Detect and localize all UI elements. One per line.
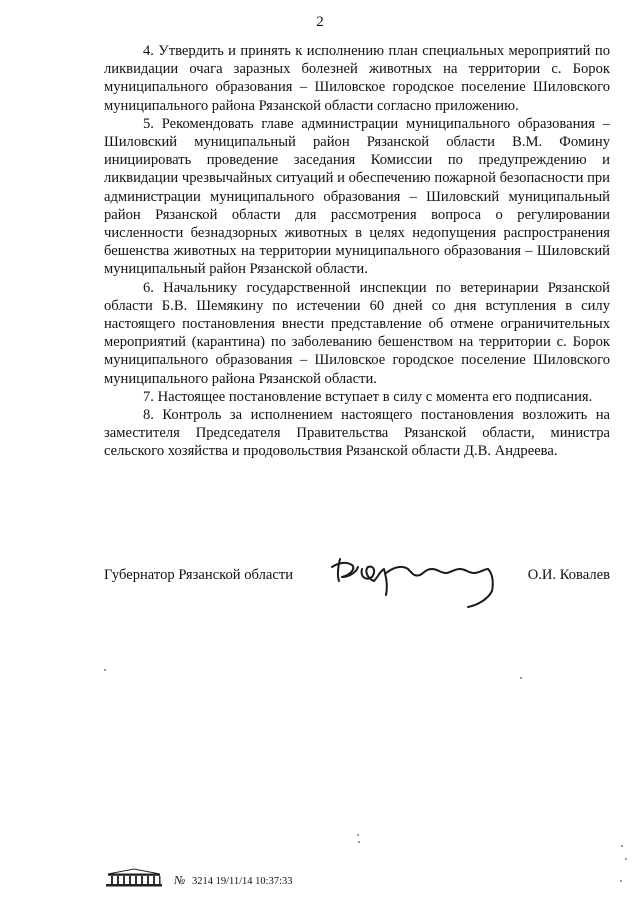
page-number: 2 bbox=[316, 14, 324, 30]
scan-speck bbox=[620, 880, 622, 882]
paragraph-text: Начальнику государственной инспекции по ветеринарии Рязанской области Б.В. Шемякину по истечении 60 дней со дня вступления в силу настоящего постановления внести представление об отмене ограничительных мероприятий (карантина) по заболеванию бешенством на территории с. Борок муниципального образования – Шиловское городское поселение Шиловского муниципального района Рязанской области. bbox=[104, 279, 610, 387]
scan-speck bbox=[104, 669, 106, 671]
paragraph-number: 6. bbox=[143, 279, 154, 296]
paragraph-text: Настоящее постановление вступает в силу с момента его подписания. bbox=[157, 388, 593, 405]
stamp-datetime: 19/11/14 10:37:33 bbox=[215, 876, 293, 887]
stamp-text bbox=[174, 873, 292, 888]
paragraph-number: 4. bbox=[143, 43, 154, 59]
paragraph-text: Контроль за исполнением настоящего постановления возложить на заместителя Председателя Правительства Рязанской области, министра сельского хозяйства и продовольствия Рязанской области Д.В. Андреева. bbox=[104, 407, 610, 460]
signature-block bbox=[104, 555, 610, 615]
scan-speck bbox=[621, 845, 623, 847]
paragraph-8 bbox=[104, 406, 610, 461]
paragraph-7 bbox=[104, 388, 610, 406]
registration-stamp bbox=[104, 868, 404, 890]
paragraph-5 bbox=[104, 115, 610, 279]
paragraph-6 bbox=[104, 279, 610, 388]
scan-speck bbox=[358, 841, 360, 843]
paragraph-number: 8. bbox=[143, 407, 154, 424]
paragraph-text: Рекомендовать главе администрации муниципального образования – Шиловский муниципальный район Рязанской области В.М. Фомину инициировать проведение заседания Комиссии по предупреждению и ликвидации чрезвычайных ситуаций и обеспечению пожарной безопасности при администрации муниципального образования – Шиловский муниципальный район Рязанской области для рассмотрения вопроса о регулировании численности безнадзорных животных в целях недопущения распространения бешенства животных на территории муниципального образования – Шиловский муниципальный район Рязанской области. bbox=[104, 115, 610, 278]
building-logo-icon bbox=[104, 868, 164, 888]
paragraph-4 bbox=[104, 42, 610, 115]
scan-speck bbox=[625, 858, 627, 860]
paragraph-number: 7. bbox=[143, 388, 154, 405]
document-body bbox=[104, 42, 610, 461]
paragraph-number: 5. bbox=[143, 115, 154, 132]
scan-speck bbox=[520, 677, 522, 679]
handwritten-signature bbox=[328, 551, 518, 611]
stamp-number: 3214 bbox=[191, 876, 213, 887]
scan-speck bbox=[357, 834, 359, 836]
signatory-name: О.И. Ковалев bbox=[527, 567, 610, 583]
signatory-title: Губернатор Рязанской области bbox=[104, 567, 294, 583]
stamp-number-sign: № bbox=[174, 873, 186, 887]
paragraph-text: Утвердить и принять к исполнению план специальных мероприятий по ликвидации очага заразных болезней животных на территории с. Борок муниципального образования – Шиловское городское поселение Шиловского муниципального района Рязанской области согласно приложению. bbox=[104, 43, 610, 114]
